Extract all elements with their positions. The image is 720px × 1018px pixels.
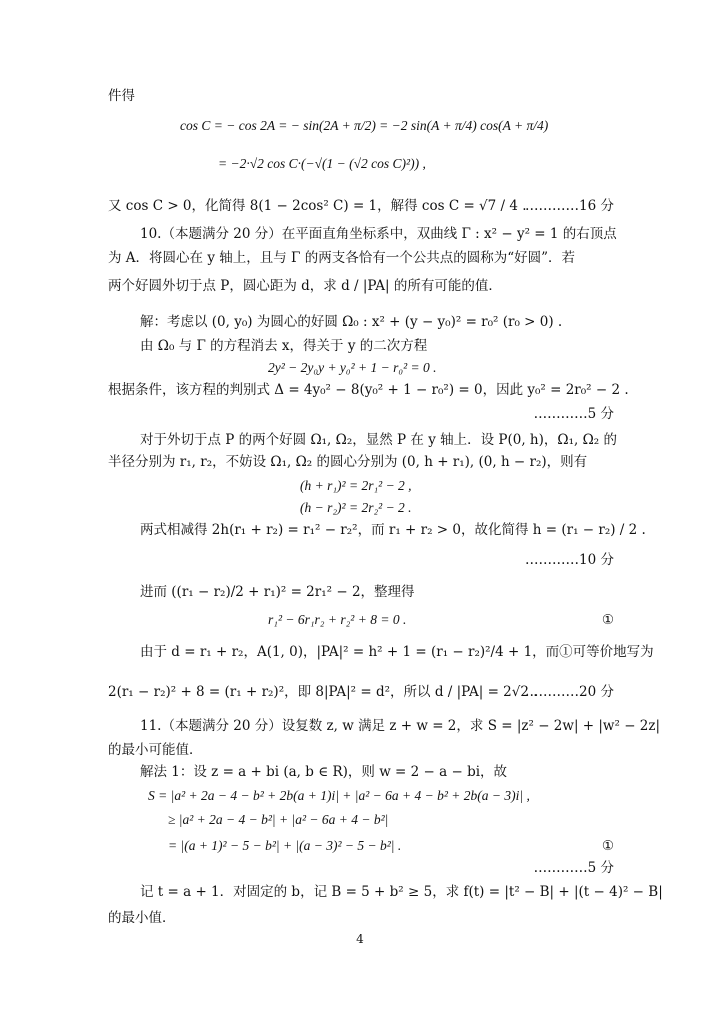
text-line: 两个好圆外切于点 P，圆心距为 d，求 d / |PA| 的所有可能的值． bbox=[108, 278, 502, 294]
text-line: 进而 ((r₁ − r₂)/2 + r₁)² = 2r₁² − 2，整理得 bbox=[140, 584, 415, 600]
equation-line: cos C = − cos 2A = − sin(2A + π/2) = −2 sin(A + π/4) cos(A + π/4) bbox=[180, 118, 549, 133]
text-line: 由于 d = r₁ + r₂，A(1, 0)，|PA|² = h² + 1 = (r₁ − r₂)²/4 + 1，而①可等价地写为 bbox=[140, 644, 654, 660]
equation-number: ① bbox=[601, 612, 614, 628]
text-line: 的最小值． bbox=[108, 910, 176, 926]
equation-line: = |(a + 1)² − 5 − b²| + |(a − 3)² − 5 − b²| . bbox=[168, 838, 402, 853]
text-line: 半径分别为 r₁, r₂，不妨设 Ω₁, Ω₂ 的圆心分别为 (0, h + r₁), (0, h − r₂)，则有 bbox=[108, 454, 588, 470]
solution-line: 解：考虑以 (0, y₀) 为圆心的好圆 Ω₀ : x² + (y − y₀)² = r₀² (r₀ > 0) . bbox=[140, 314, 563, 330]
score-marker: …………16 分 bbox=[525, 198, 614, 214]
equation-line: 2y² − 2y₀y + y₀² + 1 − r₀² = 0 . bbox=[268, 360, 437, 375]
problem-10-heading: 10.（本题满分 20 分）在平面直角坐标系中，双曲线 Γ : x² − y² = 1 的右顶点 bbox=[140, 226, 617, 242]
score-marker: …………5 分 bbox=[533, 860, 614, 876]
text-line: 的最小可能值． bbox=[108, 742, 203, 758]
text-line: 又 cos C > 0，化简得 8(1 − 2cos² C) = 1，解得 cos C = √7 / 4 . bbox=[108, 198, 527, 214]
page-number: 4 bbox=[356, 932, 364, 946]
equation-line: r₁² − 6r₁r₂ + r₂² + 8 = 0 . bbox=[268, 612, 407, 627]
score-marker: …………20 分 bbox=[525, 684, 614, 700]
text-line: 2(r₁ − r₂)² + 8 = (r₁ + r₂)²，即 8|PA|² = d²，所以 d / |PA| = 2√2 . bbox=[108, 684, 538, 700]
score-marker: …………10 分 bbox=[525, 552, 614, 568]
solution-line: 解法 1：设 z = a + bi (a, b ∈ R)，则 w = 2 − a − bi，故 bbox=[140, 764, 508, 780]
text-line: 为 A．将圆心在 y 轴上，且与 Γ 的两支各恰有一个公共点的圆称为“好圆”．若 bbox=[108, 250, 576, 266]
text-line: 对于外切于点 P 的两个好圆 Ω₁, Ω₂，显然 P 在 y 轴上．设 P(0, h)，Ω₁, Ω₂ 的 bbox=[140, 432, 617, 448]
equation-line: (h + r₁)² = 2r₁² − 2 , bbox=[300, 478, 412, 493]
text-line: 两式相减得 2h(r₁ + r₂) = r₁² − r₂²，而 r₁ + r₂ > 0，故化简得 h = (r₁ − r₂) / 2 . bbox=[140, 522, 646, 538]
equation-line: (h − r₂)² = 2r₂² − 2 . bbox=[300, 500, 412, 515]
equation-number: ① bbox=[601, 838, 614, 854]
text-line: 根据条件，该方程的判别式 Δ = 4y₀² − 8(y₀² + 1 − r₀²) = 0，因此 y₀² = 2r₀² − 2 . bbox=[108, 382, 629, 398]
text-line: 由 Ω₀ 与 Γ 的方程消去 x，得关于 y 的二次方程 bbox=[140, 338, 428, 354]
text-line: 件得 bbox=[108, 88, 135, 104]
equation-line: S = |a² + 2a − 4 − b² + 2b(a + 1)i| + |a² − 6a + 4 − b² + 2b(a − 3)i| , bbox=[148, 788, 530, 803]
equation-line: ≥ |a² + 2a − 4 − b²| + |a² − 6a + 4 − b²| bbox=[168, 812, 389, 827]
problem-11-heading: 11.（本题满分 20 分）设复数 z, w 满足 z + w = 2，求 S = |z² − 2w| + |w² − 2z| bbox=[140, 718, 661, 734]
equation-line: = −2·√2 cos C·(−√(1 − (√2 cos C)²)) , bbox=[218, 156, 426, 171]
score-marker: …………5 分 bbox=[533, 406, 614, 422]
text-line: 记 t = a + 1．对固定的 b，记 B = 5 + b² ≥ 5，求 f(t) = |t² − B| + |(t − 4)² − B| bbox=[140, 884, 663, 900]
